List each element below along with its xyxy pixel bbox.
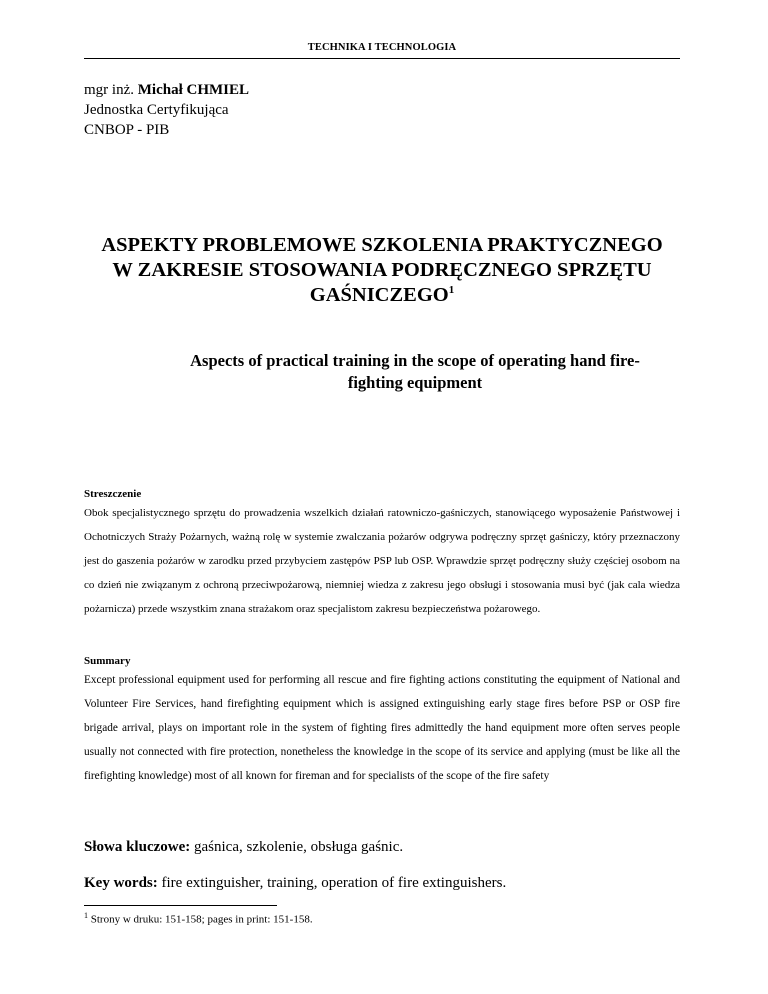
title-line-2: W ZAKRESIE STOSOWANIA PODRĘCZNEGO SPRZĘTU xyxy=(112,259,652,281)
abstract-english-heading: Summary xyxy=(84,655,131,667)
footnote-rule xyxy=(84,905,277,906)
keywords-polish-label: Słowa kluczowe: xyxy=(84,839,191,855)
author-line xyxy=(84,80,249,100)
english-title-line-2: fighting equipment xyxy=(347,373,483,392)
title-footnote-mark: 1 xyxy=(448,284,455,297)
header-rule xyxy=(84,58,680,59)
author-block xyxy=(84,80,249,140)
keywords-polish xyxy=(84,837,403,857)
author-unit: Jednostka Certyfikująca xyxy=(84,102,229,118)
title-line-3: GAŚNICZEGO xyxy=(309,284,449,306)
footnote-mark: 1 xyxy=(84,911,88,920)
english-title xyxy=(150,350,680,394)
abstract-polish-text: Obok specjalistycznego sprzętu do prowadzenia wszelkich działań ratowniczo-gaśniczych, stanowiącego wyposażenie Państwowej i Ochotniczych Straży Pożarnych, ważną rolę w systemie zwalczania pożarów odgrywa podręczny sprzęt gaśniczy, który przeznaczony jest do gaszenia pożarów w zarodku przed przybyciem zastępów PSP lub OSP. Wprawdzie sprzęt podręczny służy częściej osobom na co dzień nie związanym z ochroną przeciwpożarową, niemniej wiedza z zakresu jego obsługi i stosowania musi być (jak cala wiedza pożarnicza) przede wszystkim znana strażakom oraz specjalistom zakresu bezpieczeństwa pożarowego. xyxy=(84,507,680,615)
abstract-english xyxy=(84,654,680,788)
keywords-english-label: Key words: xyxy=(84,875,158,891)
author-title-prefix: mgr inż. xyxy=(84,82,138,98)
abstract-english-text: Except professional equipment used for performing all rescue and fire fighting actions constituting the equipment of National and Volunteer Fire Services, hand firefighting equipment which is assigned extinguishing early stage fires before PSP or OSP fire brigade arrival, plays on important role in the system of fighting fires admittedly the hand equipment more often serves people usually not connected with fire protection, nonetheless the knowledge in the scope of its service and applying (must be like all the firefighting knowledge) most of all known for fireman and for specialists of the scope of the fire safety xyxy=(84,674,680,782)
title-line-1: ASPEKTY PROBLEMOWE SZKOLENIA PRAKTYCZNEGO xyxy=(101,234,663,256)
running-header: TECHNIKA I TECHNOLOGIA xyxy=(307,42,457,53)
author-name: Michał CHMIEL xyxy=(137,82,249,98)
title-line-3-wrapper xyxy=(84,283,680,308)
abstract-polish-heading: Streszczenie xyxy=(84,488,142,500)
abstract-polish xyxy=(84,487,680,621)
footnote-text: Strony w druku: 151-158; pages in print: 151-158. xyxy=(88,913,313,926)
author-institution: CNBOP - PIB xyxy=(84,122,170,138)
footnote xyxy=(84,909,313,927)
keywords-english-value: fire extinguisher, training, operation of fire extinguishers. xyxy=(157,875,507,891)
keywords-english xyxy=(84,873,506,893)
keywords-polish-value: gaśnica, szkolenie, obsługa gaśnic. xyxy=(190,839,404,855)
paper-title xyxy=(84,233,680,308)
english-title-line-1: Aspects of practical training in the scope of operating hand fire- xyxy=(190,351,640,370)
